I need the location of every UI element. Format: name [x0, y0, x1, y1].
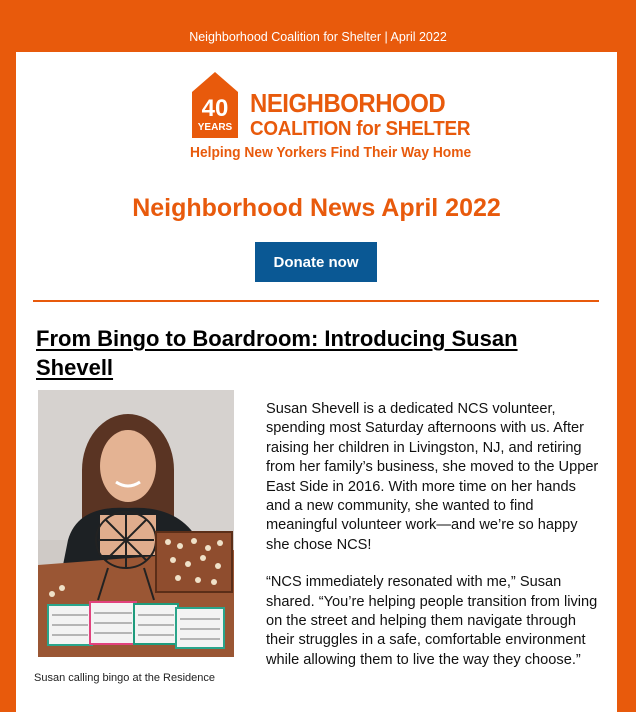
header-bar-text: Neighborhood Coalition for Shelter | April 2022 — [189, 30, 447, 44]
logo-years-label: YEARS — [197, 122, 233, 133]
article-paragraph: Susan Shevell is a dedicated NCS volunteer, spending most Saturday afternoons with us. After raising her children in Livingston, NJ, and retiring from her family’s business, she moved to the Upper East Side in 2016. With more time on her hands and a new community, she wanted to find meaningful volunteer work—and we’re so happy she chose NCS! — [266, 401, 599, 553]
article-headline-link[interactable]: From Bingo to Boardroom: Introducing Susan Shevell — [36, 326, 518, 380]
donate-now-button[interactable]: Donate now — [255, 242, 377, 282]
ncs-logo[interactable] — [190, 70, 472, 166]
bingo-photo-illustration — [38, 390, 234, 657]
newsletter-title: Neighborhood News April 2022 — [132, 194, 501, 222]
article-paragraph: “NCS immediately resonated with me,” Susan shared. “You’re helping people transition from living on the street and helping them navigate through their struggles in a safe, comfortable environment while allowing them to live the way they choose.” — [266, 574, 598, 668]
logo-years-number: 40 — [201, 95, 229, 122]
logo-line-neighborhood: NEIGHBORHOOD — [250, 88, 446, 118]
article-body — [266, 400, 604, 688]
logo-tagline: Helping New Yorkers Find Their Way Home — [190, 144, 472, 161]
email-content-card — [16, 52, 617, 712]
section-divider — [33, 300, 599, 302]
email-header-bar — [0, 0, 636, 48]
house-logo-icon — [190, 70, 240, 140]
article-photo — [38, 390, 234, 657]
photo-caption: Susan calling bingo at the Residence — [34, 672, 216, 684]
logo-line-coalition: COALITION for SHELTER — [250, 117, 471, 140]
